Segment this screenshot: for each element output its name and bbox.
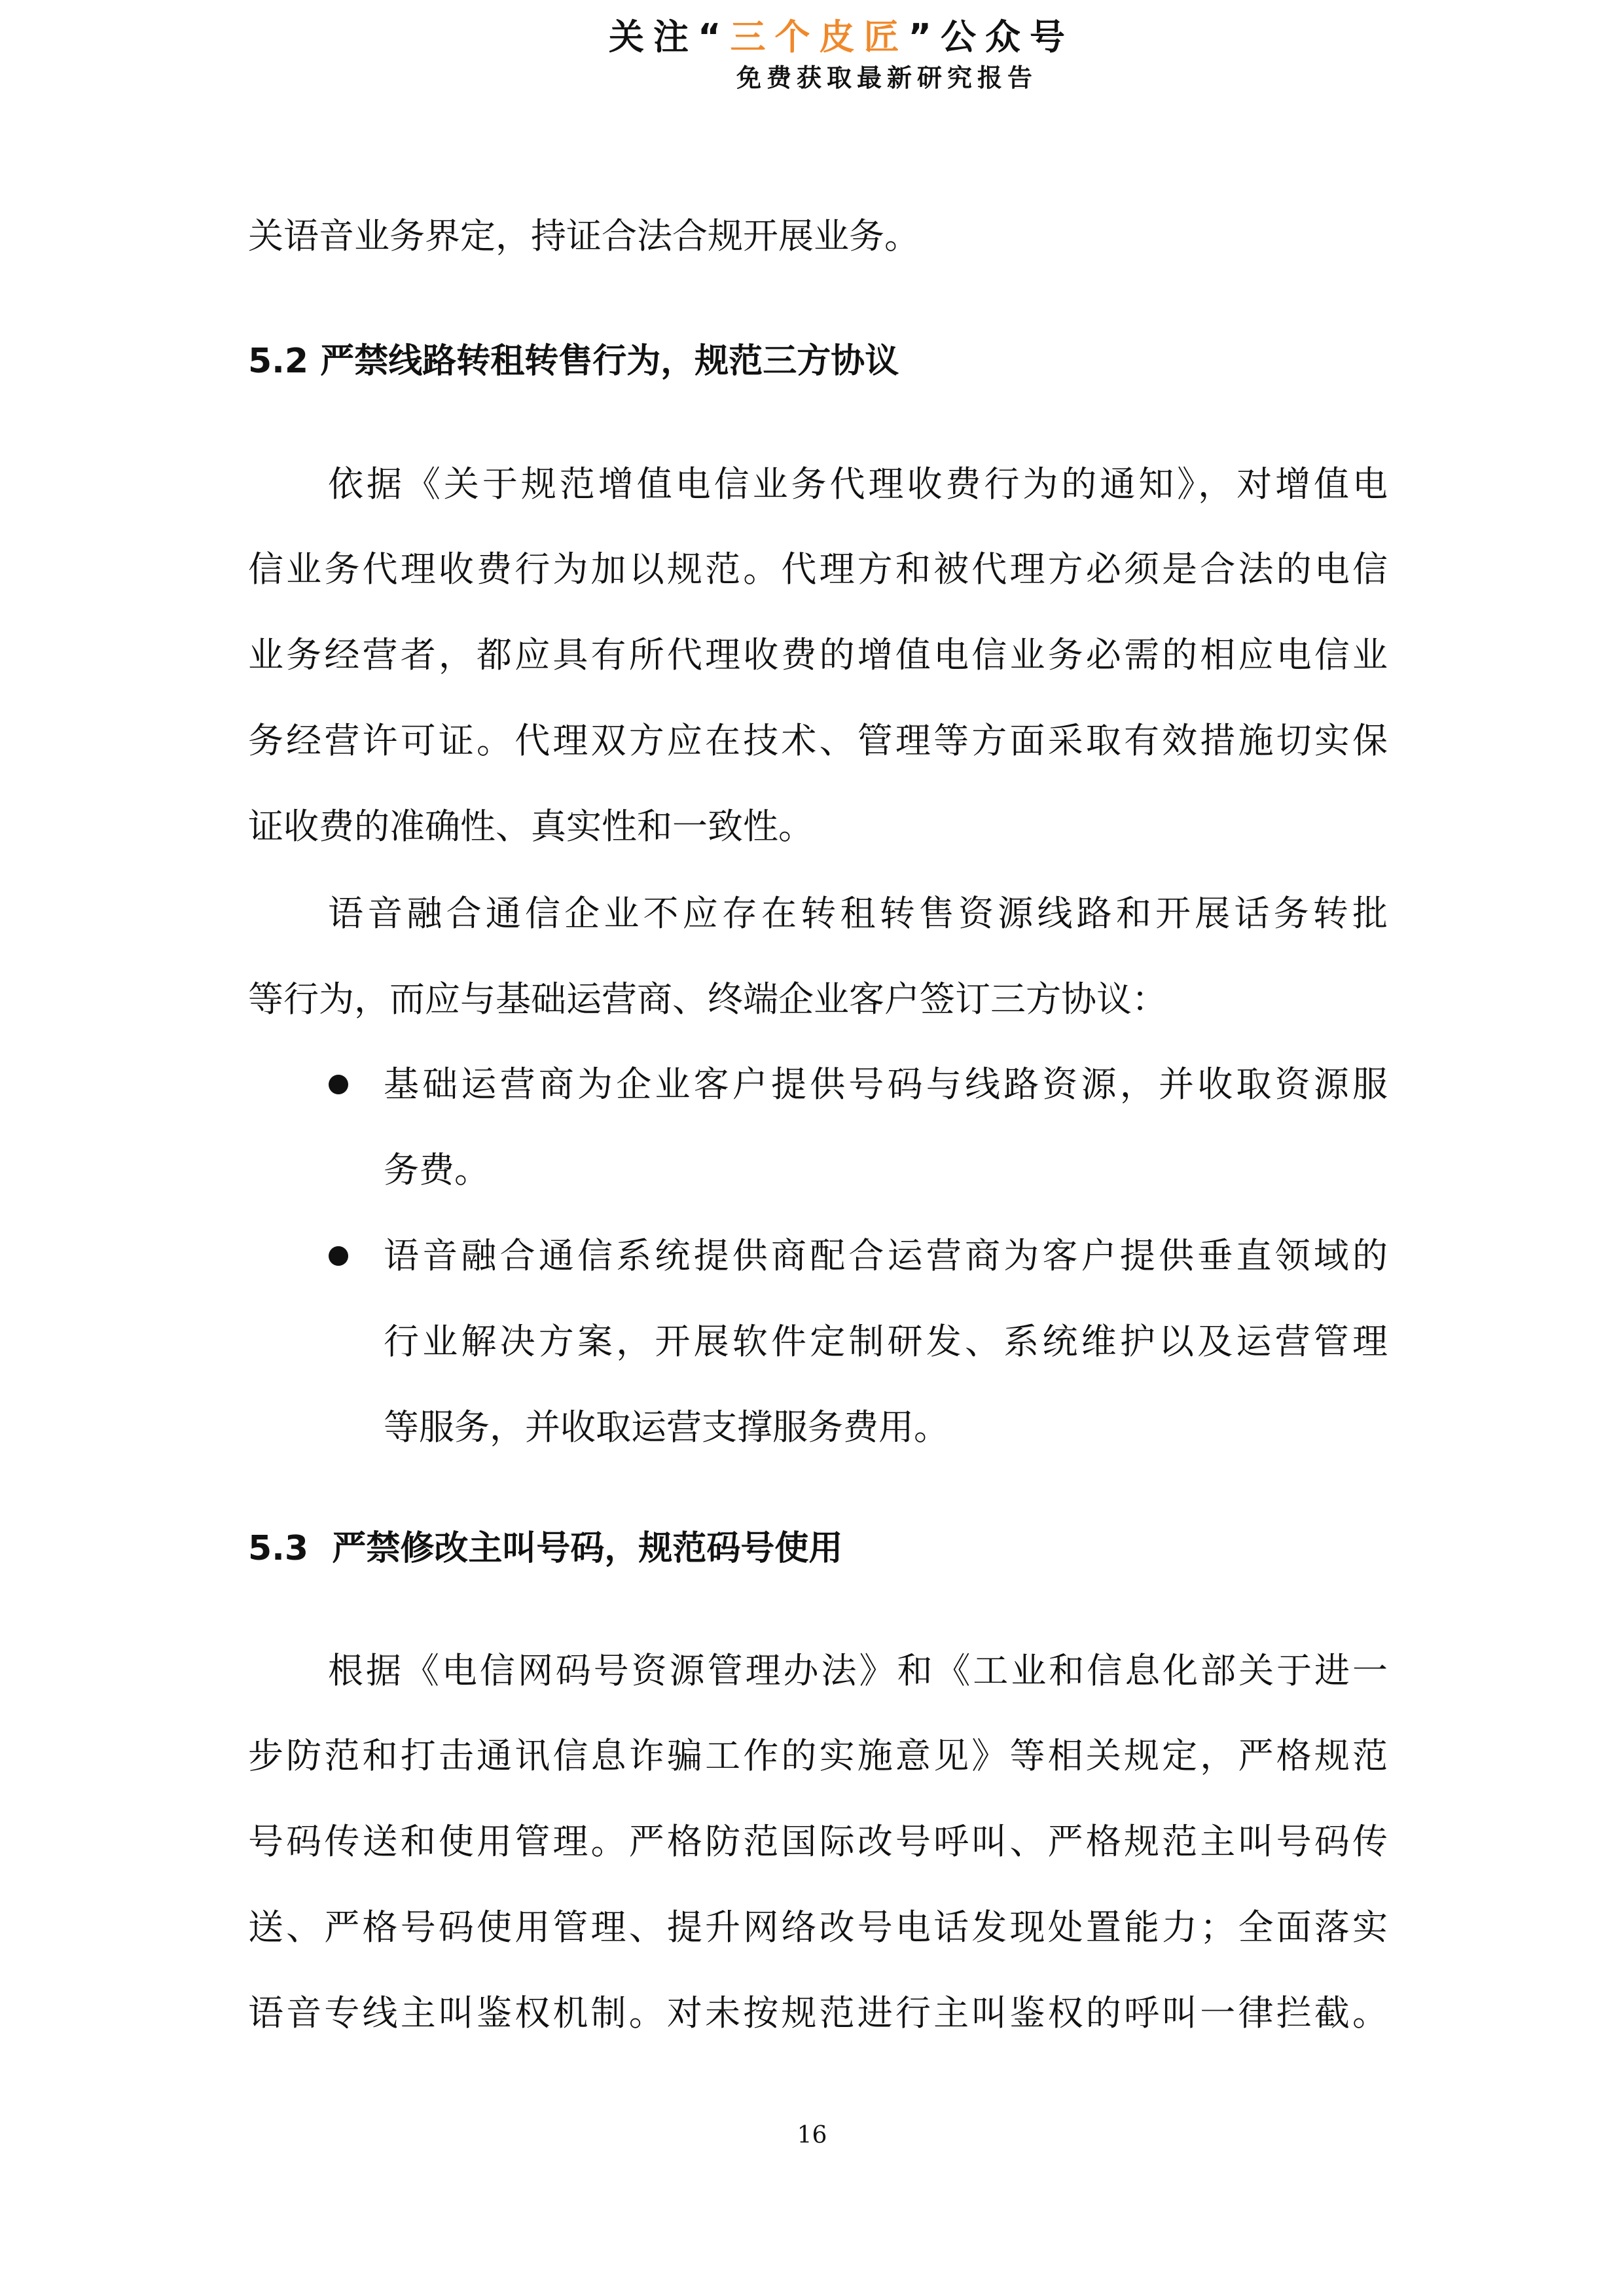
bullet-line: 基础运营商为企业客户提供号码与线路资源，并收取资源服 [384, 1064, 1388, 1105]
section-heading-5-2: 5.2 严禁线路转租转售行为，规范三方协议 [248, 342, 899, 381]
header-title-prefix: 关注“ [609, 16, 731, 58]
body-line: 关语音业务界定，持证合法合规开展业务。 [248, 215, 920, 257]
bullet-icon [329, 1246, 348, 1266]
body-line: 务经营许可证。代理双方应在技术、管理等方面采取有效措施切实保 [248, 720, 1388, 761]
body-line: 业务经营者，都应具有所代理收费的增值电信业务必需的相应电信业 [248, 634, 1388, 675]
body-line: 信业务代理收费行为加以规范。代理方和被代理方必须是合法的电信 [248, 548, 1388, 590]
bullet-line: 等服务，并收取运营支撑服务费用。 [384, 1407, 949, 1448]
body-line: 等行为，而应与基础运营商、终端企业客户签订三方协议： [248, 978, 1167, 1020]
header-title-accent: 三个皮匠 [730, 16, 909, 58]
body-line: 步防范和打击通讯信息诈骗工作的实施意见》等相关规定，严格规范 [248, 1735, 1388, 1776]
body-line: 号码传送和使用管理。严格防范国际改号呼叫、严格规范主叫号码传 [248, 1821, 1388, 1862]
bullet-line: 语音融合通信系统提供商配合运营商为客户提供垂直领域的 [384, 1235, 1388, 1276]
header-title-suffix: ”公众号 [908, 16, 1074, 58]
body-line: 依据《关于规范增值电信业务代理收费行为的通知》，对增值电 [328, 463, 1388, 505]
body-line: 语音专线主叫鉴权机制。对未按规范进行主叫鉴权的呼叫一律拦截。 [248, 1992, 1388, 2034]
body-line: 证收费的准确性、真实性和一致性。 [248, 806, 814, 847]
page-number: 16 [797, 2122, 827, 2149]
body-line: 根据《电信网码号资源管理办法》和《工业和信息化部关于进一 [328, 1650, 1388, 1691]
bullet-icon [329, 1075, 348, 1094]
section-heading-5-3: 5.3 严禁修改主叫号码，规范码号使用 [248, 1529, 843, 1568]
body-line: 送、严格号码使用管理、提升网络改号电话发现处置能力；全面落实 [248, 1907, 1388, 1948]
header-title [609, 9, 1074, 60]
bullet-line: 务费。 [384, 1149, 490, 1191]
header-subtitle: 免费获取最新研究报告 [736, 63, 1038, 92]
body-line: 语音融合通信企业不应存在转租转售资源线路和开展话务转批 [328, 893, 1388, 934]
bullet-line: 行业解决方案，开展软件定制研发、系统维护以及运营管理 [384, 1321, 1388, 1362]
